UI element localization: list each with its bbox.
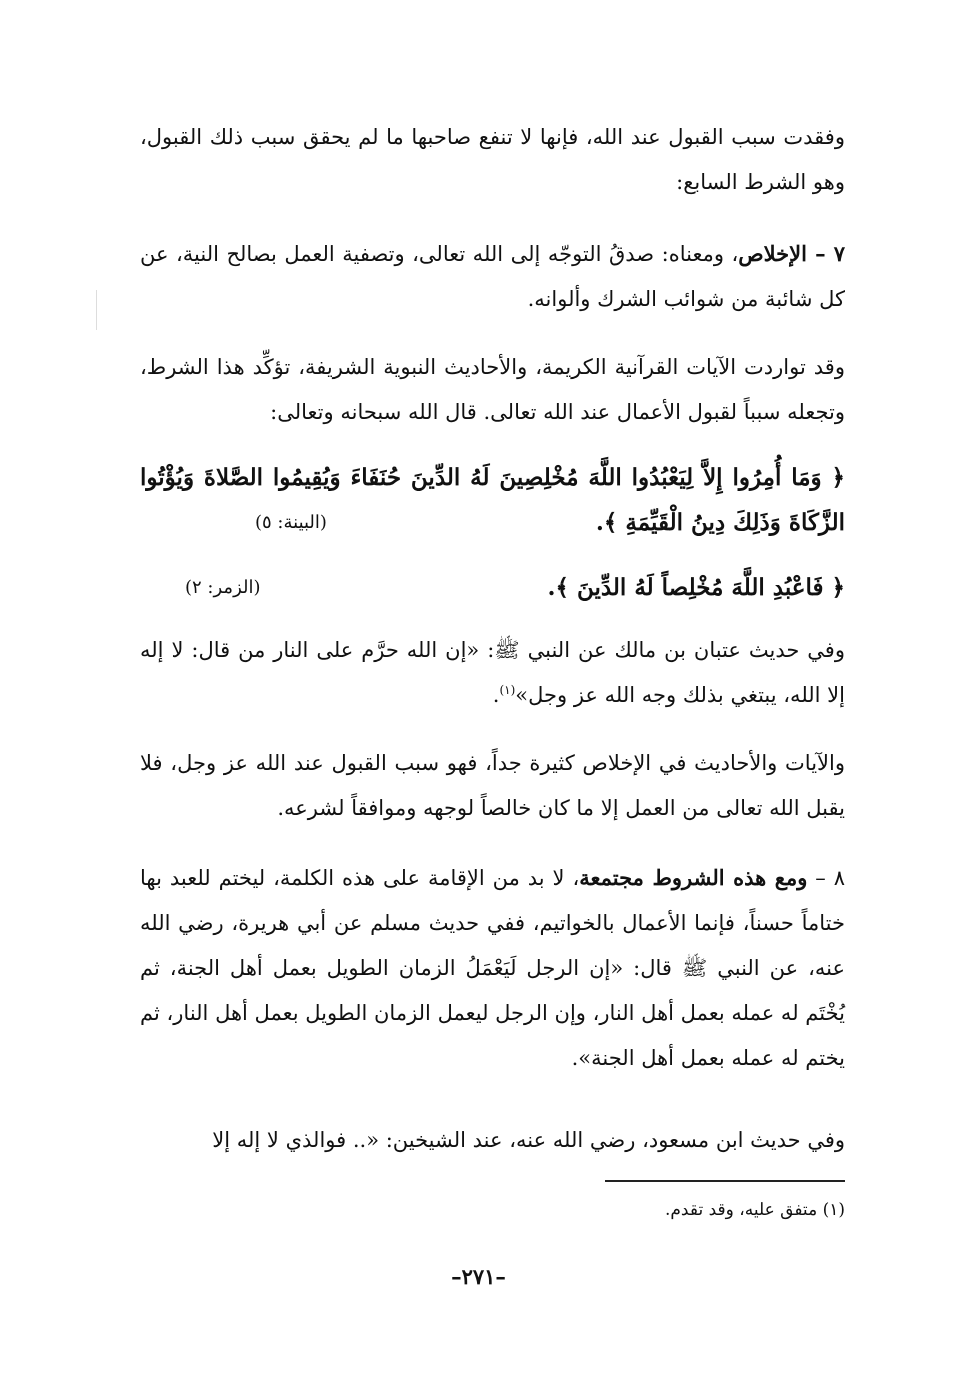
paragraph-text — [140, 855, 845, 1081]
quran-verse-zumar — [140, 565, 845, 610]
verse-line-with-reference — [140, 500, 845, 545]
paragraph-evidence — [140, 345, 845, 435]
footnote-marker: (١) — [499, 683, 516, 697]
sentence-end: . — [492, 683, 500, 707]
hadith-text: وفي حديث عتبان بن مالك عن النبي ﷺ: «إن الله حرَّم على النار من قال: لا إله إلا الله، يبتغي بذلك وجه الله عز وجل» — [140, 638, 845, 707]
paragraph-condition-eight — [140, 855, 845, 1081]
page-number: –٢٧١– — [451, 1264, 506, 1289]
paragraph-hadith-itban — [140, 628, 845, 718]
footnote-divider — [605, 1180, 845, 1182]
paragraph-intro — [140, 115, 845, 205]
condition-text: ، ومعناه: صدقُ التوجّه إلى الله تعالى، وتصفية العمل بصالح النية، عن كل شائبة من شوائب الشرك وألوانه. — [140, 242, 845, 311]
paragraph-text: وفي حديث ابن مسعود، رضي الله عنه، عند الشيخين: «.. فوالذي لا إله إلا — [212, 1128, 845, 1152]
paragraph-text: وفقدت سبب القبول عند الله، فإنها لا تنفع صاحبها ما لم يحقق سبب ذلك القبول، وهو الشرط السابع: — [140, 125, 845, 194]
verse-reference: (الزمر: ٢) — [185, 577, 261, 598]
condition-heading: ومع هذه الشروط مجتمعة — [579, 865, 808, 890]
footnote: (١) متفق عليه، وقد تقدم. — [665, 1200, 845, 1220]
paragraph-hadith-ibn-masud — [140, 1118, 845, 1163]
paragraph-text: والآيات والأحاديث في الإخلاص كثيرة جداً، فهو سبب القبول عند الله عز وجل، فلا يقبل الله تعالى من العمل إلا ما كان خالصاً لوجهه وموافقاً لشرعه. — [140, 751, 845, 820]
paragraph-sincerity — [140, 741, 845, 831]
paragraph-text: وقد تواردت الآيات القرآنية الكريمة، والأحاديث النبوية الشريفة، تؤكِّد هذا الشرط، وتجعله سبباً لقبول الأعمال عند الله تعالى. قال الله سبحانه وتعالى: — [140, 355, 845, 424]
paragraph-text — [140, 628, 845, 718]
condition-heading: الإخلاص — [738, 241, 807, 266]
quran-verse-bayyina — [140, 455, 845, 500]
paragraph-condition-seven — [140, 231, 845, 322]
scan-edge-mark — [96, 290, 97, 330]
condition-text: ، لا بد من الإقامة على هذه الكلمة، ليختم للعبد بها ختاماً حسناً، فإنما الأعمال بالخواتيم، ففي حديث مسلم عن أبي هريرة، رضي الله عنه، عن النبي ﷺ قال: «إن الرجل لَيَعْمَلُ الزمان الطويل بعمل أهل الجنة، ثم يُخْتَم له عمله بعمل أهل النار، وإن الرجل ليعمل الزمان الطويل بعمل أهل النار، ثم يختم له عمله بعمل أهل الجنة». — [140, 866, 845, 1070]
paragraph-text — [140, 231, 845, 322]
verse-reference: (البينة: ٥) — [255, 512, 327, 533]
verse-line: ﴿ وَمَا أُمِرُوا إِلاَّ لِيَعْبُدُوا اللَّهَ مُخْلِصِينَ لَهُ الدِّينَ حُنَفَاءَ وَيُقِيمُوا الصَّلاةَ وَيُؤْتُوا — [140, 464, 845, 491]
condition-number: ٧ – — [806, 241, 846, 266]
condition-number: ٨ – — [807, 866, 845, 890]
verse-line: ﴿ فَاعْبُدِ اللَّهَ مُخْلِصاً لَهُ الدِّينَ ﴾. — [547, 574, 845, 601]
verse-line: الزَّكَاةَ وَذَلِكَ دِينُ الْقَيِّمَةِ ﴾. — [595, 509, 845, 536]
